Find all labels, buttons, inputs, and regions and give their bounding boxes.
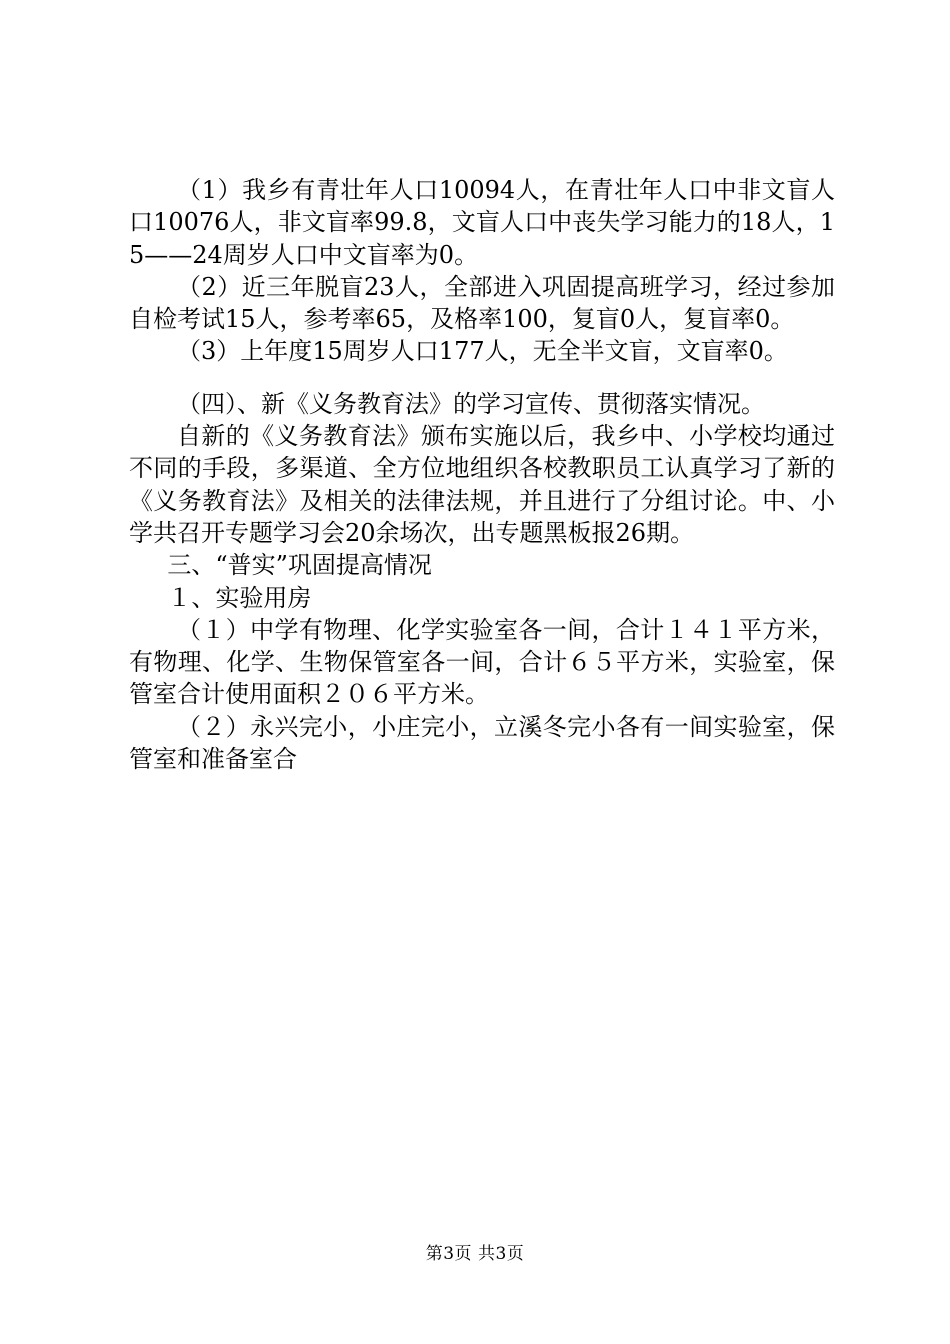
paragraph-literacy-population: （1）我乡有青壮年人口10094人，在青壮年人口中非文盲人口10076人，非文盲率99.8，文盲人口中丧失学习能力的18人，15——24周岁人口中文盲率为0。 [129, 176, 835, 269]
paragraph-literacy-recent: （2）近三年脱盲23人，全部进入巩固提高班学习，经过参加自检考试15人，参考率65，及格率100，复盲0人，复盲率0。 [129, 272, 835, 334]
page-footer: 第3页 共3页 [425, 1244, 525, 1264]
subheading-lab-rooms: １、实验用房 [167, 583, 312, 612]
paragraph-primary-school-labs: （２）永兴完小，小庄完小，立溪冬完小各有一间实验室，保管室和准备室合 [129, 712, 835, 774]
section-heading-education-law: （四）、新《义务教育法》的学习宣传、贯彻落实情况。 [177, 389, 765, 418]
paragraph-education-law: 自新的《义务教育法》颁布实施以后，我乡中、小学校均通过不同的手段，多渠道、全方位地组织各校教职员工认真学习了新的《义务教育法》及相关的法律法规，并且进行了分组讨论。中、小学共召开专题学习会20余场次，出专题黑板报26期。 [129, 422, 835, 547]
paragraph-middle-school-labs: （１）中学有物理、化学实验室各一间，合计１４１平方米，有物理、化学、生物保管室各一间，合计６５平方米，实验室，保管室合计使用面积２０６平方米。 [129, 615, 835, 709]
document-body [129, 174, 835, 775]
paragraph-literacy-age15: （3）上年度15周岁人口177人，无全半文盲，文盲率0。 [177, 337, 788, 366]
section-heading-consolidation: 三、“普实”巩固提高情况 [167, 551, 432, 580]
